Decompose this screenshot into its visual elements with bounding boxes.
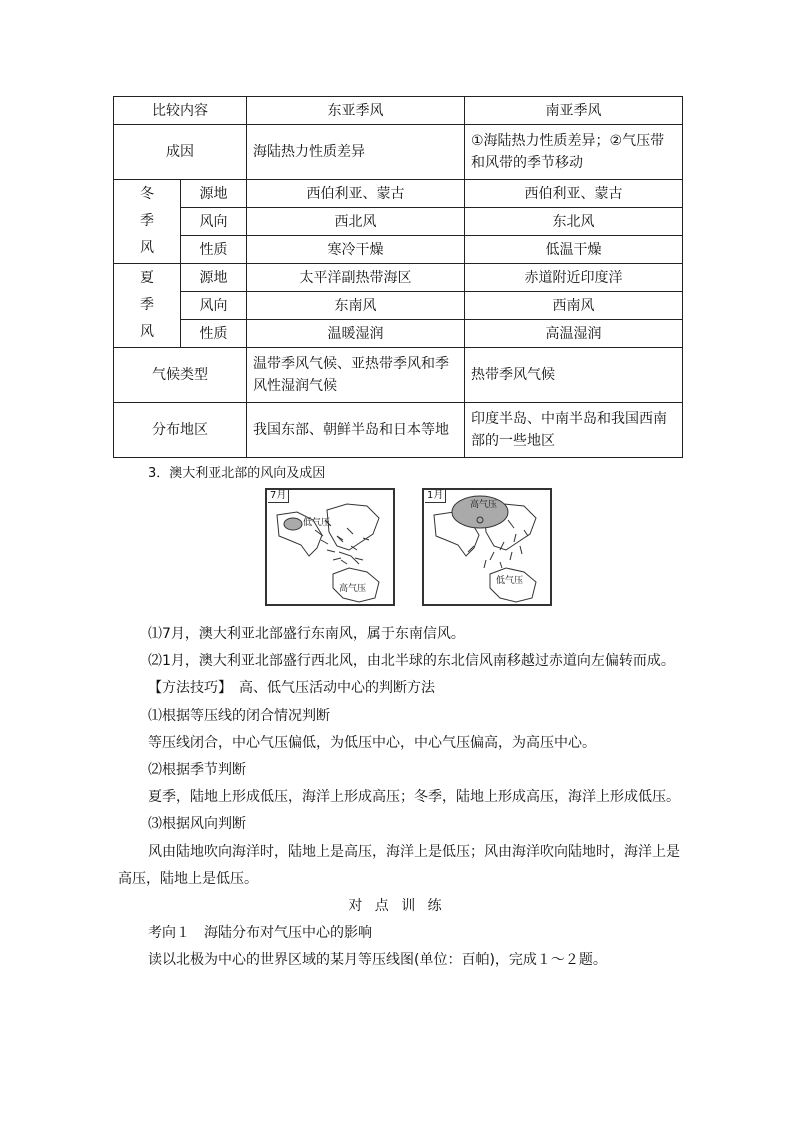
cell-line: 部的一些地区	[471, 433, 555, 449]
map-july-high-label: 高气压	[339, 584, 367, 594]
row-label: 性质	[181, 236, 247, 264]
cell-east: 海陆热力性质差异	[247, 125, 465, 180]
paragraph-january: ⑵1月，澳大利亚北部盛行西北风，由北半球的东北信风南移越过赤道向左偏转而成。	[148, 653, 675, 669]
method-2-text: 夏季，陆地上形成低压，海洋上形成高压；冬季，陆地上形成高压，海洋上形成低压。	[148, 789, 680, 805]
group-char: 季	[140, 213, 154, 229]
question-text: 读以北极为中心的世界区域的某月等压线图(单位：百帕)，完成１～２题。	[148, 952, 607, 968]
cell-south: 热带季风气候	[465, 348, 683, 403]
cell-east: 西北风	[247, 208, 465, 236]
group-char: 冬	[140, 186, 154, 202]
cell-east: 我国东部、朝鲜半岛和日本等地	[247, 403, 465, 458]
cell-east: 寒冷干燥	[247, 236, 465, 264]
map-july-month: 7月	[268, 489, 289, 503]
cell-east	[247, 348, 465, 403]
group-char: 季	[140, 297, 154, 313]
table-row-summer-nature	[114, 320, 683, 348]
group-char: 风	[140, 240, 154, 256]
header-compare: 比较内容	[114, 97, 247, 125]
cell-south: 东北风	[465, 208, 683, 236]
table-row-cause	[114, 125, 683, 180]
map-january-month: 1月	[425, 489, 446, 503]
table-row-summer-source	[114, 264, 683, 292]
row-label: 分布地区	[114, 403, 247, 458]
cell-south: 西南风	[465, 292, 683, 320]
method-3-text-line1: 风由陆地吹向海洋时，陆地上是高压，海洋上是低压；风由海洋吹向陆地时，海洋上是	[148, 844, 680, 860]
header-south-asia: 南亚季风	[465, 97, 683, 125]
row-label: 气候类型	[114, 348, 247, 403]
table-row-winter-direction	[114, 208, 683, 236]
table-row-summer-direction	[114, 292, 683, 320]
cell-south	[465, 125, 683, 180]
section-3-title: 3．澳大利亚北部的风向及成因	[148, 466, 326, 481]
winter-group-label	[114, 180, 181, 264]
cell-south: 赤道附近印度洋	[465, 264, 683, 292]
map-january-high-label: 高气压	[470, 500, 498, 510]
table-row-climate	[114, 348, 683, 403]
method-3-title: ⑶根据风向判断	[148, 816, 246, 832]
row-label: 源地	[181, 264, 247, 292]
row-label: 成因	[114, 125, 247, 180]
topic-1: 考向１ 海陆分布对气压中心的影响	[148, 925, 372, 941]
row-label: 源地	[181, 180, 247, 208]
row-label: 风向	[181, 208, 247, 236]
map-january	[422, 488, 552, 606]
cell-east: 太平洋副热带海区	[247, 264, 465, 292]
cell-south	[465, 403, 683, 458]
table-row-winter-nature	[114, 236, 683, 264]
cell-south: 低温干燥	[465, 236, 683, 264]
group-char: 夏	[140, 270, 154, 286]
cell-line: 印度半岛、中南半岛和我国西南	[471, 411, 667, 427]
map-july	[265, 488, 395, 606]
paragraph-july: ⑴7月，澳大利亚北部盛行东南风，属于东南信风。	[148, 626, 465, 642]
map-july-low-label: 低气压	[303, 518, 331, 528]
table-header-row	[114, 97, 683, 125]
table-row-winter-source	[114, 180, 683, 208]
map-july-drawing	[267, 490, 393, 604]
method-title: 【方法技巧】 高、低气压活动中心的判断方法	[148, 680, 435, 696]
summer-group-label	[114, 264, 181, 348]
table-row-region	[114, 403, 683, 458]
cell-line: 温带季风气候、亚热带季风和季	[253, 356, 449, 372]
training-title: 对 点 训 练	[348, 898, 446, 914]
method-3-text-line2: 高压，陆地上是低压。	[118, 871, 258, 887]
cell-east: 东南风	[247, 292, 465, 320]
header-east-asia: 东亚季风	[247, 97, 465, 125]
row-label: 风向	[181, 292, 247, 320]
group-char: 风	[140, 324, 154, 340]
cell-south: 西伯利亚、蒙古	[465, 180, 683, 208]
cell-line: ①海陆热力性质差异；②气压带	[471, 133, 665, 149]
cell-east: 西伯利亚、蒙古	[247, 180, 465, 208]
map-january-low-label: 低气压	[496, 576, 524, 586]
cell-south: 高温湿润	[465, 320, 683, 348]
method-1-text: 等压线闭合，中心气压偏低，为低压中心，中心气压偏高，为高压中心。	[148, 735, 596, 751]
comparison-table	[113, 96, 683, 458]
cell-east: 温暖湿润	[247, 320, 465, 348]
cell-line: 和风带的季节移动	[471, 155, 583, 171]
method-2-title: ⑵根据季节判断	[148, 762, 246, 778]
row-label: 性质	[181, 320, 247, 348]
cell-line: 风性湿润气候	[253, 378, 337, 394]
method-1-title: ⑴根据等压线的闭合情况判断	[148, 708, 330, 724]
